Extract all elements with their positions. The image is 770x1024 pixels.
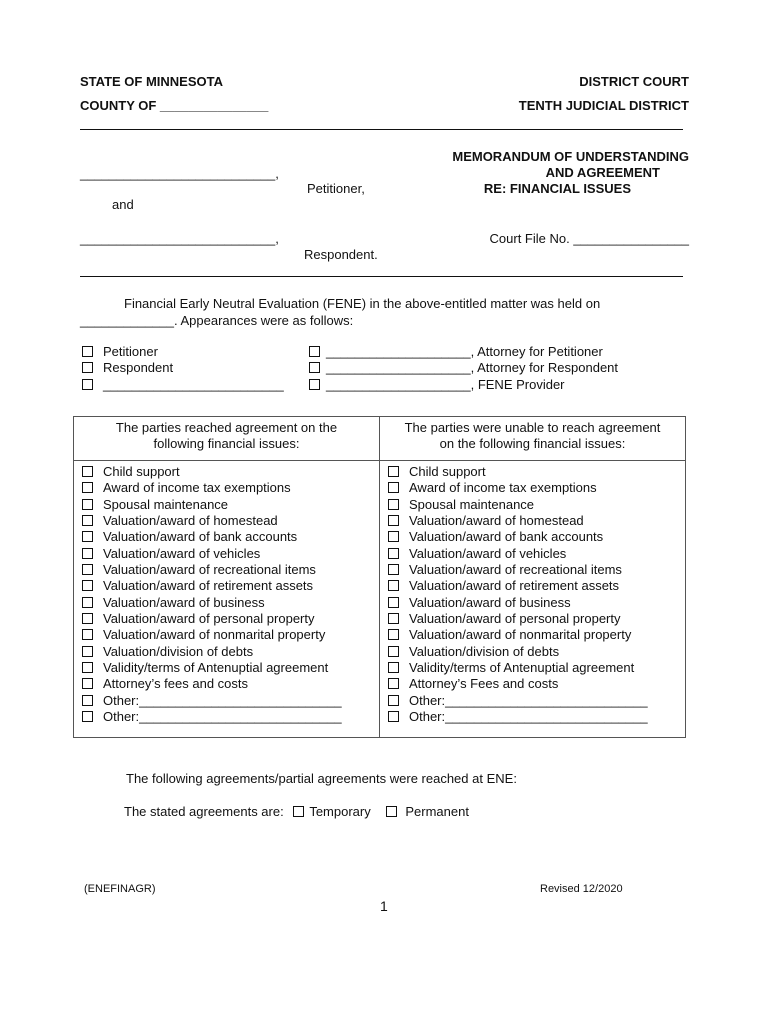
form-code: (ENEFINAGR)	[84, 883, 156, 895]
checkbox-icon[interactable]	[388, 482, 399, 493]
issue-label: Spousal maintenance	[409, 496, 535, 512]
checkbox-icon[interactable]	[82, 613, 93, 624]
issue-label: Validity/terms of Antenuptial agreement	[103, 660, 329, 676]
title-line-3: RE: FINANCIAL ISSUES	[483, 181, 631, 196]
issue-label: Other:____________________________	[409, 692, 648, 708]
issue-label: Validity/terms of Antenuptial agreement	[409, 660, 635, 676]
checkbox-icon[interactable]	[82, 678, 93, 689]
petitioner-label: Petitioner,	[307, 181, 365, 196]
issue-label: Other:____________________________	[103, 709, 342, 725]
checkbox-icon[interactable]	[388, 564, 399, 575]
and-label: and	[112, 197, 134, 212]
checkbox-icon[interactable]	[388, 695, 399, 706]
county-heading: COUNTY OF _______________	[80, 98, 269, 113]
respondent-name-blank[interactable]: ___________________________,	[80, 231, 279, 246]
checkbox-icon[interactable]	[388, 548, 399, 559]
issue-label: Valuation/award of recreational items	[103, 562, 316, 578]
petitioner-name-blank[interactable]: ___________________________,	[80, 166, 279, 181]
checkbox-icon[interactable]	[82, 346, 93, 357]
checkbox-icon[interactable]	[388, 662, 399, 673]
issue-label: Valuation/award of bank accounts	[103, 529, 298, 545]
issue-item[interactable]	[388, 660, 648, 676]
issue-item[interactable]	[82, 578, 342, 594]
checkbox-icon[interactable]	[82, 362, 93, 373]
issue-label: Valuation/award of business	[103, 594, 265, 610]
checkbox-icon[interactable]	[388, 646, 399, 657]
issue-item[interactable]	[82, 627, 342, 643]
unresolved-issues-list	[388, 464, 648, 726]
issue-label: Valuation/award of personal property	[103, 611, 315, 627]
issue-label: Valuation/award of vehicles	[103, 545, 261, 561]
agreed-issues-cell	[74, 461, 380, 738]
checkbox-icon[interactable]	[309, 379, 320, 390]
issue-item[interactable]	[82, 497, 342, 513]
issue-label: Valuation/division of debts	[409, 643, 560, 659]
appearance-attorney-respondent[interactable]: ____________________, Attorney for Respondent	[309, 360, 618, 376]
agreed-issues-header: The parties reached agreement on the following financial issues:	[74, 417, 380, 461]
stated-agreements-label: The stated agreements are:	[124, 804, 284, 819]
checkbox-icon[interactable]	[388, 613, 399, 624]
issue-item[interactable]	[388, 644, 648, 660]
checkbox-icon[interactable]	[82, 662, 93, 673]
issue-item[interactable]	[82, 464, 342, 480]
issue-item[interactable]	[82, 546, 342, 562]
agreements-line: The following agreements/partial agreements were reached at ENE:	[126, 771, 517, 786]
agreed-issues-list	[82, 464, 342, 726]
issue-item[interactable]	[82, 676, 342, 692]
issue-item[interactable]	[388, 611, 648, 627]
issue-label: Valuation/award of vehicles	[409, 545, 567, 561]
issue-label: Valuation/award of business	[409, 594, 571, 610]
checkbox-icon[interactable]	[388, 466, 399, 477]
checkbox-icon[interactable]	[82, 379, 93, 390]
checkbox-icon[interactable]	[388, 629, 399, 640]
issue-label: Award of income tax exemptions	[103, 480, 291, 496]
page-number: 1	[380, 898, 388, 914]
issue-item[interactable]	[388, 676, 648, 692]
issue-label: Valuation/award of personal property	[409, 611, 621, 627]
issue-label: Attorney’s fees and costs	[103, 676, 249, 692]
issue-label: Valuation/award of nonmarital property	[103, 627, 326, 643]
appearance-respondent[interactable]: Respondent	[82, 360, 173, 376]
issue-label: Attorney’s Fees and costs	[409, 676, 559, 692]
issue-item[interactable]	[82, 529, 342, 545]
checkbox-icon[interactable]	[309, 362, 320, 373]
issue-item[interactable]	[388, 513, 648, 529]
appearance-fene-provider[interactable]: ____________________, FENE Provider	[309, 377, 565, 393]
issue-item[interactable]	[388, 464, 648, 480]
issue-label: Valuation/award of retirement assets	[103, 578, 314, 594]
issue-label: Valuation/award of retirement assets	[409, 578, 620, 594]
issue-item[interactable]	[82, 562, 342, 578]
checkbox-icon[interactable]	[82, 466, 93, 477]
checkbox-icon[interactable]	[82, 580, 93, 591]
checkbox-icon[interactable]	[82, 711, 93, 722]
issue-label: Spousal maintenance	[103, 496, 229, 512]
issue-item[interactable]	[388, 595, 648, 611]
checkbox-icon[interactable]	[309, 346, 320, 357]
issue-item[interactable]	[82, 480, 342, 496]
issue-label: Valuation/division of debts	[103, 643, 254, 659]
caption-divider	[80, 276, 683, 277]
checkbox-icon[interactable]	[82, 597, 93, 608]
issue-item[interactable]	[388, 546, 648, 562]
stated-agreements-row	[124, 804, 469, 819]
issue-label: Child support	[409, 464, 486, 479]
checkbox-icon[interactable]	[388, 531, 399, 542]
issue-label: Valuation/award of homestead	[409, 513, 584, 529]
issue-item[interactable]	[82, 660, 342, 676]
checkbox-icon[interactable]	[388, 499, 399, 510]
title-line-1: MEMORANDUM OF UNDERSTANDING	[452, 149, 689, 164]
appearance-petitioner[interactable]: Petitioner	[82, 344, 158, 360]
issue-item[interactable]	[82, 513, 342, 529]
issue-label: Child support	[103, 464, 180, 479]
respondent-label: Respondent.	[304, 247, 378, 262]
state-heading: STATE OF MINNESOTA	[80, 74, 223, 89]
issue-label: Valuation/award of bank accounts	[409, 529, 604, 545]
issue-item[interactable]	[388, 562, 648, 578]
issue-item[interactable]	[388, 578, 648, 594]
financial-issues-table	[73, 416, 686, 738]
issue-item[interactable]	[388, 497, 648, 513]
checkbox-icon[interactable]	[388, 711, 399, 722]
intro-line-1: Financial Early Neutral Evaluation (FENE) in the above-entitled matter was held on	[124, 296, 601, 311]
header-divider	[80, 129, 683, 130]
checkbox-icon[interactable]	[82, 548, 93, 559]
issue-item[interactable]	[82, 595, 342, 611]
checkbox-icon[interactable]	[82, 564, 93, 575]
checkbox-icon[interactable]	[388, 515, 399, 526]
court-heading: DISTRICT COURT	[579, 74, 689, 89]
issue-item[interactable]	[82, 644, 342, 660]
checkbox-icon[interactable]	[82, 646, 93, 657]
issue-item[interactable]	[388, 693, 648, 709]
issue-item[interactable]	[82, 611, 342, 627]
issue-item[interactable]	[82, 693, 342, 709]
appearance-attorney-petitioner[interactable]: ____________________, Attorney for Petitioner	[309, 344, 603, 360]
issue-item[interactable]	[388, 529, 648, 545]
checkbox-icon[interactable]	[82, 515, 93, 526]
revised-date: Revised 12/2020	[540, 883, 623, 895]
issue-label: Valuation/award of recreational items	[409, 562, 622, 578]
issue-label: Other:____________________________	[103, 692, 342, 708]
issue-label: Award of income tax exemptions	[409, 480, 597, 496]
intro-line-2[interactable]: _____________. Appearances were as follows:	[80, 313, 354, 328]
checkbox-icon[interactable]	[82, 629, 93, 640]
district-heading: TENTH JUDICIAL DISTRICT	[518, 98, 689, 113]
issue-item[interactable]	[82, 709, 342, 725]
checkbox-icon[interactable]	[388, 580, 399, 591]
checkbox-icon[interactable]	[388, 678, 399, 689]
checkbox-icon[interactable]	[82, 482, 93, 493]
permanent-label: Permanent	[405, 804, 469, 819]
issue-item[interactable]	[388, 627, 648, 643]
appearance-other[interactable]: _________________________	[82, 377, 284, 393]
court-file-number[interactable]: Court File No. ________________	[489, 231, 689, 246]
permanent-checkbox[interactable]	[386, 806, 397, 817]
title-line-2: AND AGREEMENT	[545, 165, 660, 180]
checkbox-icon[interactable]	[388, 597, 399, 608]
checkbox-icon[interactable]	[82, 499, 93, 510]
unresolved-issues-header: The parties were unable to reach agreement on the following financial issues:	[380, 417, 686, 461]
issue-item[interactable]	[388, 709, 648, 725]
temporary-checkbox[interactable]	[293, 806, 304, 817]
issue-item[interactable]	[388, 480, 648, 496]
temporary-label: Temporary	[309, 804, 371, 819]
issue-label: Valuation/award of homestead	[103, 513, 278, 529]
issue-label: Other:____________________________	[409, 709, 648, 725]
unresolved-issues-cell	[380, 461, 686, 738]
checkbox-icon[interactable]	[82, 531, 93, 542]
issue-label: Valuation/award of nonmarital property	[409, 627, 632, 643]
checkbox-icon[interactable]	[82, 695, 93, 706]
